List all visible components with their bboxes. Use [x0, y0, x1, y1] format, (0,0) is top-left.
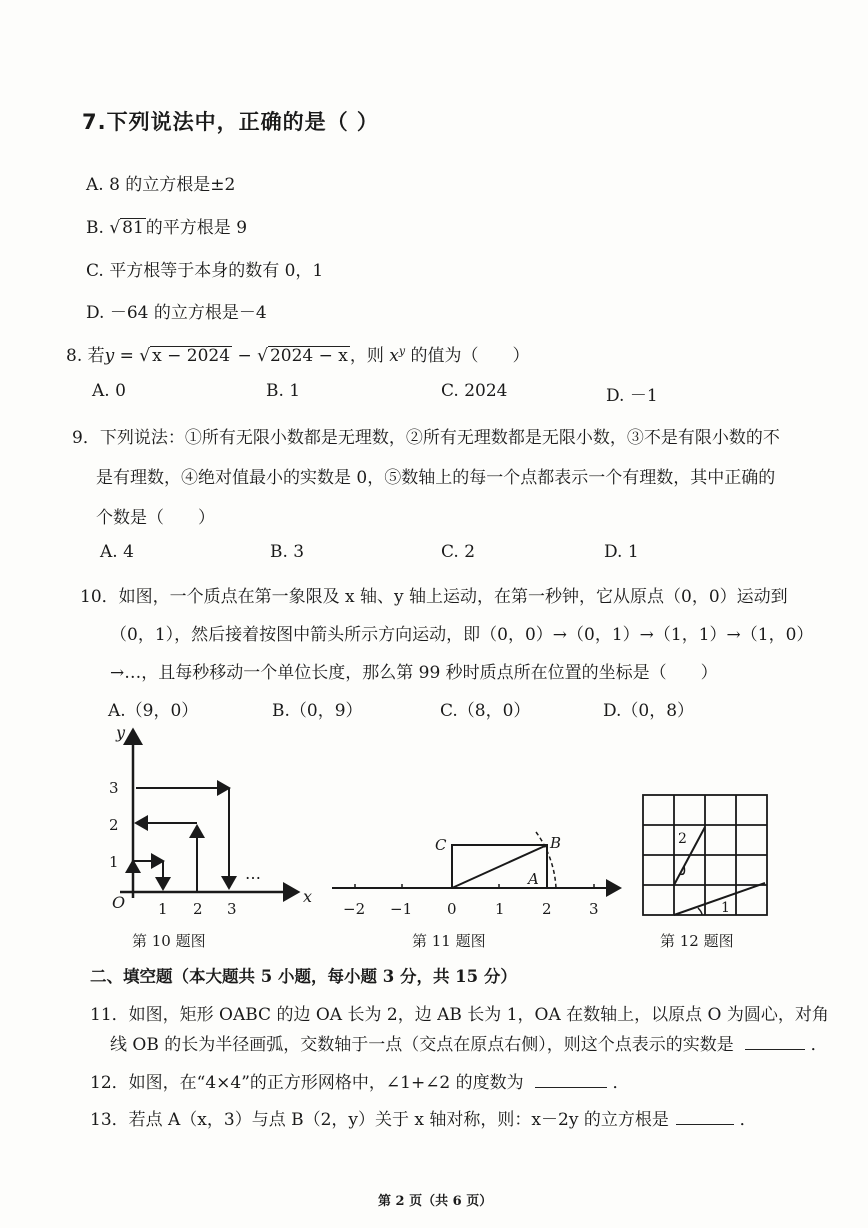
q8-option-c: C. 2024: [441, 381, 508, 401]
q10-option-a: A.（9，0）: [108, 701, 199, 721]
fig10-ellipsis: …: [245, 864, 261, 883]
q8-option-b: B. 1: [266, 381, 301, 401]
q8-eq: =: [114, 346, 140, 366]
question-8-stem: [66, 341, 529, 366]
q8-suffix: 的值为（ ）: [405, 346, 530, 366]
fig12-angle-1-arc: [698, 908, 702, 915]
fig11-tick--1: −1: [390, 900, 413, 918]
q10-line-3: →…，且每秒移动一个单位长度，那么第 99 秒时质点所在位置的坐标是（ ）: [110, 663, 718, 683]
q10-option-c: C.（8，0）: [440, 701, 531, 721]
figure-12: [640, 792, 770, 918]
fig11-tick-2: 2: [542, 900, 552, 918]
fig11-label-b: B: [550, 834, 562, 852]
figure-10: [100, 722, 320, 922]
sqrt-sign: √: [109, 218, 121, 238]
q10-option-d: D.（0，8）: [603, 701, 695, 721]
q10-option-b: B.（0，9）: [272, 701, 363, 721]
q10-line-1: 10．如图，一个质点在第一象限及 x 轴、y 轴上运动，在第一秒钟，它从原点（0，0）运动到: [80, 587, 788, 607]
fig10-x-tick-2: 2: [193, 900, 203, 918]
q7-b-radicand: 81: [122, 218, 144, 238]
q11-line-2: [110, 1030, 828, 1055]
fig10-y-tick-3: 3: [109, 779, 119, 797]
q8-minus: −: [232, 346, 258, 366]
q11-line-1: 11．如图，矩形 OABC 的边 OA 长为 2，边 AB 长为 1，OA 在数轴上，以原点 O 为圆心，对角: [90, 1005, 829, 1025]
fig10-y-tick-2: 2: [109, 816, 119, 834]
sqrt-sign: √: [257, 346, 268, 366]
q8-power-exp: y: [398, 344, 406, 358]
fig10-origin: O: [112, 893, 126, 912]
fig12-caption: 第 12 题图: [660, 932, 734, 950]
q7-option-b: [86, 213, 247, 238]
page-footer: 第 2 页（共 6 页）: [378, 1194, 493, 1209]
fig12-angle-2: 2: [678, 831, 687, 847]
q9-option-c: C. 2: [441, 542, 476, 562]
fig11-tick-3: 3: [589, 900, 599, 918]
fig10-y-tick-1: 1: [109, 853, 119, 871]
sqrt-sign: √: [139, 346, 151, 366]
q9-line-1: 9．下列说法：①所有无限小数都是无理数，②所有无理数都是无限小数，③不是有限小数的不: [72, 428, 780, 448]
q11-answer-blank[interactable]: [745, 1035, 805, 1050]
q11-end: ．: [810, 1035, 828, 1055]
fig10-x-tick-3: 3: [227, 900, 237, 918]
fig11-tick--2: −2: [343, 900, 366, 918]
fig11-tick-1: 1: [495, 900, 505, 918]
q9-line-3: 个数是（ ）: [96, 508, 215, 528]
fig10-caption: 第 10 题图: [132, 932, 206, 950]
q7-option-b-rest: 的平方根是 9: [145, 218, 248, 238]
q9-option-d: D. 1: [604, 542, 639, 562]
q9-option-a: A. 4: [100, 542, 134, 562]
fig10-x-tick-1: 1: [158, 900, 168, 918]
q12-line: [90, 1068, 629, 1093]
q12-end: ．: [612, 1073, 630, 1093]
q12-text: 12．如图，在“4×4”的正方形网格中，∠1+∠2 的度数为: [90, 1073, 524, 1093]
q13-line: [90, 1105, 757, 1130]
q8-prefix: 8. 若: [66, 346, 105, 366]
q8-option-a: A. 0: [92, 381, 126, 401]
q13-text: 13．若点 A（x，3）与点 B（2，y）关于 x 轴对称，则：x－2y 的立方根是: [90, 1110, 669, 1130]
q8-radicand-1: x − 2024: [152, 346, 231, 366]
q10-line-2: （0，1），然后接着按图中箭头所示方向运动，即（0，0）→（0，1）→（1，1）→（1，0）: [110, 625, 814, 645]
q8-mid: ，则: [349, 346, 390, 366]
q7-option-b-label: B.: [86, 218, 110, 238]
q8-radicand-2: 2024 − x: [269, 346, 348, 366]
fig11-label-a: A: [528, 870, 539, 888]
fig10-y-label: y: [116, 723, 126, 742]
q13-answer-blank[interactable]: [676, 1110, 734, 1125]
fig12-line-1: [674, 883, 765, 915]
fig12-angle-1: 1: [721, 900, 730, 916]
q9-option-b: B. 3: [270, 542, 305, 562]
q8-power-base: x: [389, 346, 399, 366]
fig10-x-label: x: [303, 887, 313, 906]
q13-end: ．: [739, 1110, 757, 1130]
fig11-caption: 第 11 题图: [412, 932, 486, 950]
q8-var-y: y: [104, 346, 115, 366]
q7-option-d: D. －64 的立方根是－4: [86, 303, 267, 323]
fig11-tick-0: 0: [447, 900, 457, 918]
q9-line-2: 是有理数，④绝对值最小的实数是 0，⑤数轴上的每一个点都表示一个有理数，其中正确的: [96, 468, 776, 488]
question-7-stem: 7.下列说法中，正确的是（ ）: [82, 110, 379, 134]
q11-line-2-text: 线 OB 的长为半径画弧，交数轴于一点（交点在原点右侧），则这个点表示的实数是: [110, 1035, 734, 1055]
figure-11: [330, 822, 630, 922]
q7-option-c: C. 平方根等于本身的数有 0，1: [86, 261, 324, 281]
q8-option-d: D. －1: [606, 386, 658, 406]
q12-answer-blank[interactable]: [535, 1073, 607, 1088]
q7-option-a: A. 8 的立方根是±2: [86, 175, 236, 195]
fig11-label-c: C: [435, 836, 447, 854]
section-2-title: 二、填空题（本大题共 5 小题，每小题 3 分，共 15 分）: [90, 967, 517, 986]
